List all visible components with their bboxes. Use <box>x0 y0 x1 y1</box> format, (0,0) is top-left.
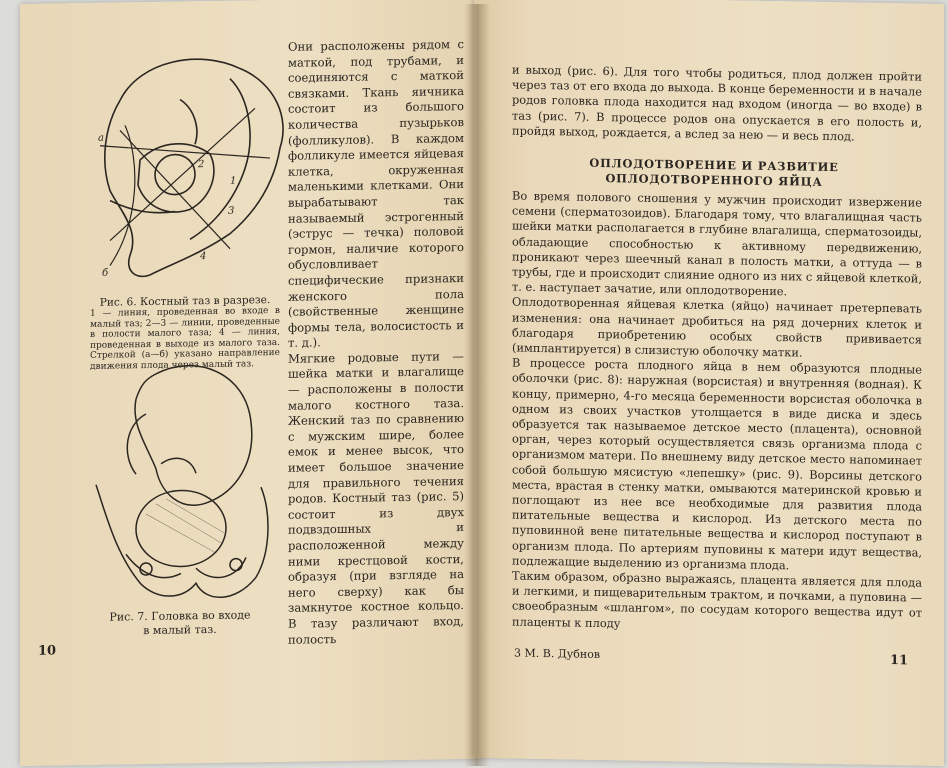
fig6-label-b: б <box>102 267 109 279</box>
figure6-title: Рис. 6. Костный таз в разрезе. <box>99 294 271 309</box>
figure7-caption: Рис. 7. Головка во входе в малый таз. <box>109 608 251 638</box>
right-intro-text: и выход (рис. 6). Для того чтобы родиться, плод должен пройти через таз от его входа до выхода. В конце беременности и в начале родов головка плода находится над входом (иногда — во входе) в таз (рис. 7). В процессе родов она опускается в его полость и, пройдя выход, рождается, а вслед за нею — и весь плод. <box>512 62 922 144</box>
fig6-label-1: 1 <box>230 175 237 187</box>
page-number-right: 11 <box>890 653 909 669</box>
signature-mark: 3 М. В. Дубнов <box>514 646 601 661</box>
fig6-label-3: 3 <box>228 205 235 217</box>
right-page <box>474 0 944 766</box>
fig6-label-a: a <box>98 132 104 144</box>
fig6-label-2: 2 <box>198 159 205 171</box>
left-page <box>20 0 480 766</box>
figure6-description: 1 — линия, проведенная во входе в малый таз; 2—3 — линии, проведенные в полости малого таза; 4 — линия, проведенная в выходе из малого таза. Стрелкой (а—б) указано направление движения плода через малый таз. <box>90 305 280 372</box>
section-heading: ОПЛОДОТВОРЕНИЕ И РАЗВИТИЕ ОПЛОДОТВОРЕННОГО ЯЙЦА <box>589 155 839 189</box>
fig6-label-4: 4 <box>200 251 207 263</box>
page-number-left: 10 <box>38 643 57 659</box>
right-body-text: Во время полового сношения у мужчин происходит извержение семени (сперматозоидов). Благодаря тому, что влагалищная часть шейки матки располагается в глубине влагалища, сперматозоиды, обладающие способностью к активному передвижению, проникают через шеечный канал в полость матки, а оттуда — в трубы, где и происходит слияние одного из них с яйцевой клеткой, т. е. наступает зачатие, или оплодотворение. Оплодотворенная яйцевая клетка (яйцо) начинает претерпевать изменения: она начинает дробиться на ряд дочерних клеток и благодаря приобретению особых свойств прививается (имплантируется) в слизистую оболочку матки. В процессе роста плодного яйца в нем образуются плодные оболочки (рис. 8): наружная (ворсистая) и внутренняя (водная). К концу, примерно, 4-го месяца беременности ворсистая оболочка в одном из своих участков утолщается в виде диска и здесь образуется так называемое детское место (плацента), основной орган, через который осуществляется связь организма плода с организмом матери. По внешнему виду детское место напоминает собой большую мясистую «лепешку» (рис. 9). Ворсины детского места, врастая в стенку матки, омываются материнской кровью и поглощают из нее все необходимые для развития плода питательные вещества и кислород. Из детского места по пуповинной вене питательные вещества и кислород поступают в организм плода. По артериям пуповины к матери идут вещества, подлежащие выделению из организма плода. Таким образом, образно выражаясь, плацента является для плода и легкими, и пищеварительным трактом, и почками, а пуповина — своеобразным «шлангом», по сосудам которого вещества идут от плаценты к плоду <box>512 188 922 631</box>
left-column-text: Они расположены рядом с маткой, под трубами, и соединяются с маткой связками. Ткань яичника состоит из большого количества пузырьков (фолликулов). В каждом фолликуле имеется яйцевая клетка, окруженная маленькими клетками. Они вырабатывают так называемый эстрогенный (эструс — течка) половой гормон, наличие которого обусловливает специфические признаки женского пола (свойственные женщине формы тела, волосистость и т. д.). Мягкие родовые пути — шейка матки и влагалище — расположены в полости малого костного таза. Женский таз по сравнению с мужским шире, более емок и менее высок, что имеет большое значение для правильного течения родов. Костный таз (рис. 5) состоит из двух подвздошных и расположенной между ними крестцовой кости, образуя (при взгляде на него сверху) как бы замкнутое костное кольцо. В тазу различают вход, полость <box>288 37 464 647</box>
pelvis-section-illustration <box>80 38 290 291</box>
open-book <box>6 4 946 766</box>
book-gutter <box>464 4 490 766</box>
fetal-head-illustration <box>86 352 276 611</box>
